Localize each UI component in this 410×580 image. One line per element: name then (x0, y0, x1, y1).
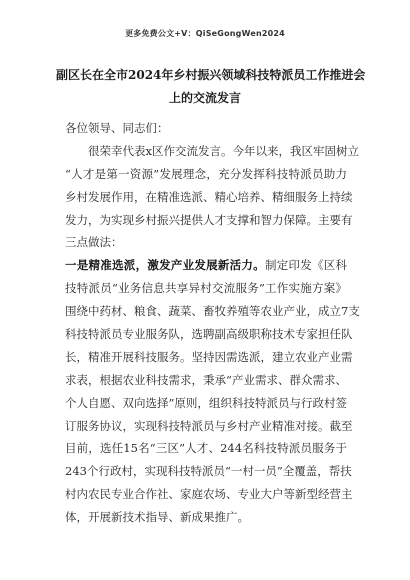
header-note: 更多免费公文+V：QiSeGongWen2024 (125, 29, 285, 38)
intro-line: 三点做法： (65, 235, 123, 250)
section1-line: 243个行政村，实现科技特派员“一村一员”全覆盖，帮扶 (65, 464, 352, 479)
intro-line: “人才是第一资源”发展理念，充分发挥科技特派员助力 (65, 166, 347, 181)
section1-line: 技特派员“业务信息共享异村交流服务”工作实施方案》 (65, 281, 347, 296)
section1-line: 目前，选任15名“三区”人才、244名科技特派员服务于 (65, 441, 347, 456)
section1-line: 村内农民专业合作社、家庭农场、专业大户等新型经营主 (65, 487, 353, 502)
section1-line: 围绕中药材、粮食、蔬菜、畜牧养殖等农业产业，成立7支 (65, 304, 360, 319)
document-title (56, 64, 366, 110)
section1-line: 求表，根据农业科技需求，秉承“产业需求、群众需求、 (65, 372, 347, 387)
section1-first-line (65, 254, 347, 277)
section1-first-line-rest: 制定印发《区科 (264, 258, 348, 273)
section1-line: 科技特派员专业服务队，选聘副高级职称技术专家担任队 (65, 327, 353, 342)
intro-line: 发力，为实现乡村振兴提供人才支撑和智力保障。主要有 (65, 212, 353, 227)
intro-line: 很荣幸代表x区作交流发言。今年以来，我区牢固树立 (65, 143, 359, 158)
title-line-2: 上的交流发言 (168, 91, 241, 105)
section1-line: 长，精准开展科技服务。坚持因需选派，建立农业产业需 (65, 349, 353, 364)
section1-line: 订服务协议，实现科技特派员与乡村产业精准对接。截至 (65, 418, 353, 433)
title-line-1: 副区长在全市2024年乡村振兴领域科技特派员工作推进会 (56, 68, 366, 82)
section1-lead: 一是精准选派，激发产业发展新活力。 (65, 258, 265, 273)
section1-line: 体，开展新技术指导、新成果推广。 (65, 510, 249, 525)
salutation: 各位领导、同志们： (65, 121, 169, 135)
intro-line: 乡村发展作用，在精准选派、精心培养、精细服务上持续 (65, 189, 353, 204)
document-body (65, 117, 360, 529)
section1-line: 个人自愿、双向选择”原则，组织科技特派员与行政村签 (65, 395, 347, 410)
